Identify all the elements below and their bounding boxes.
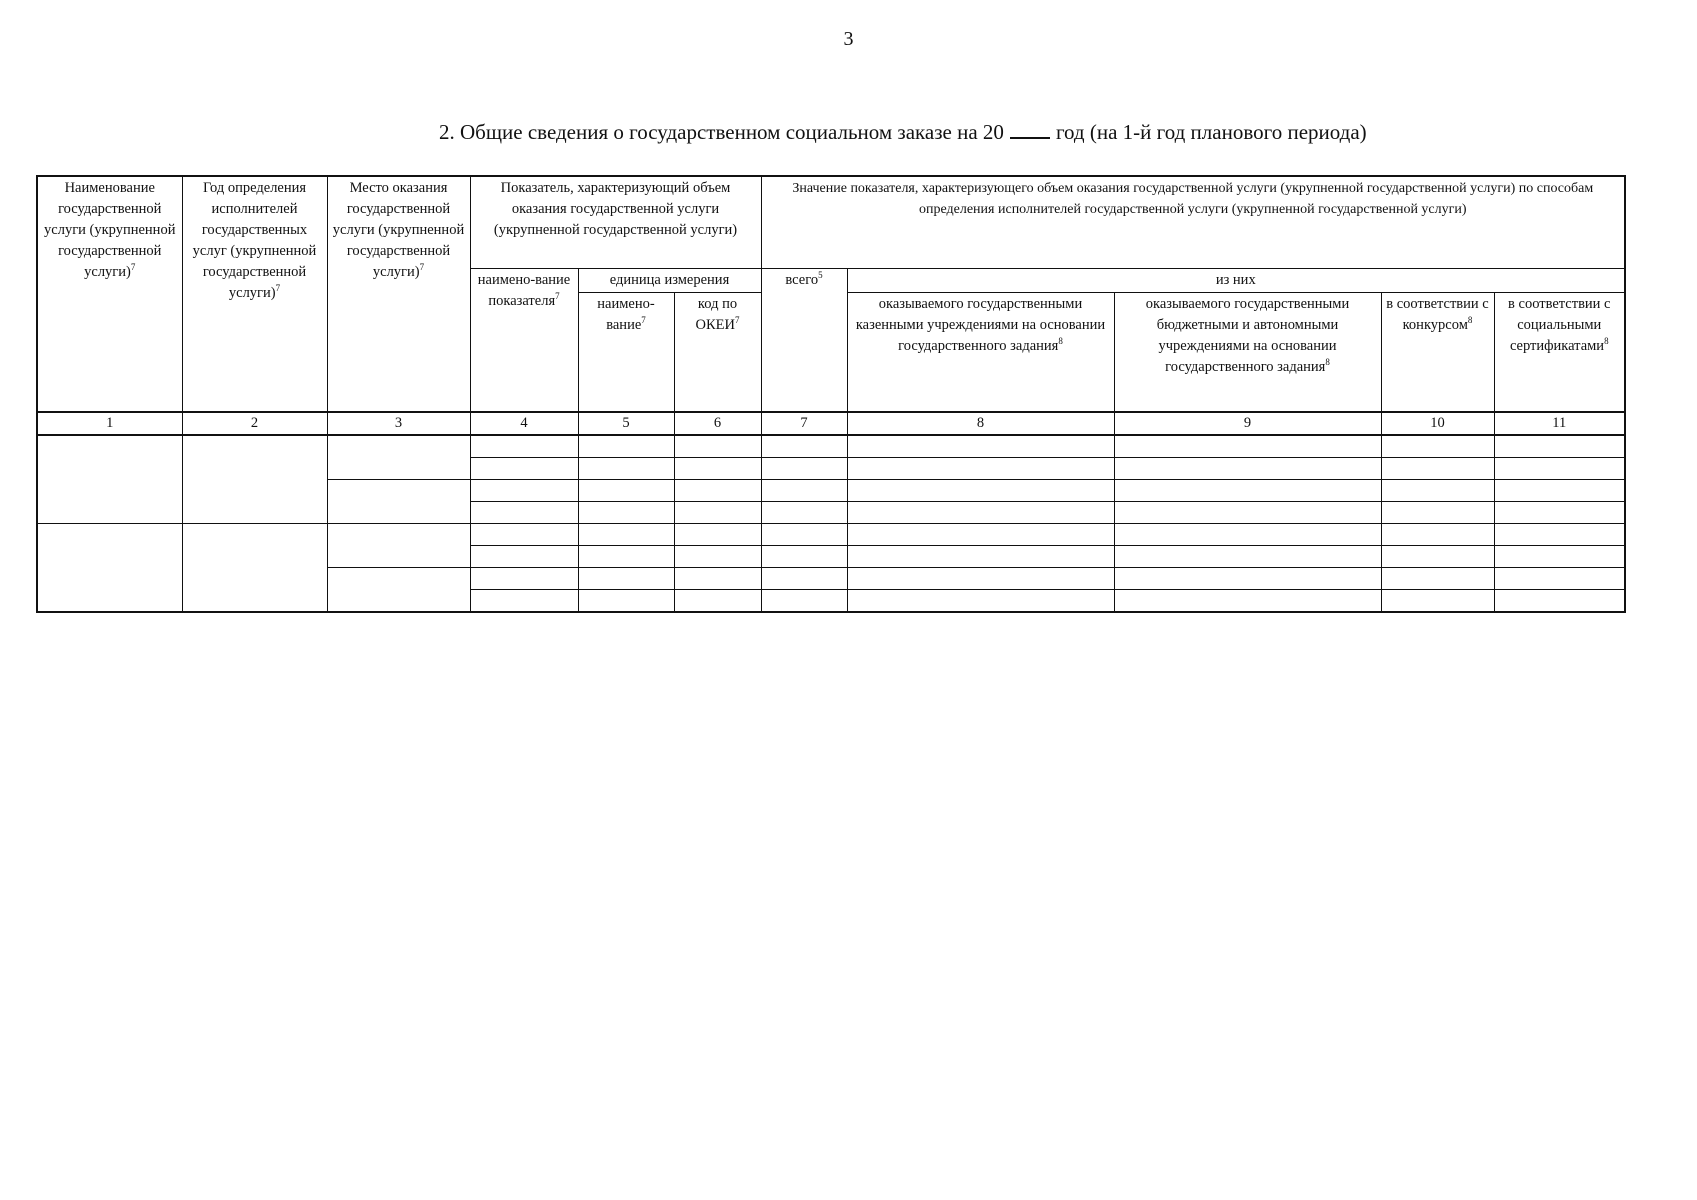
data-cell[interactable] — [847, 458, 1114, 480]
data-cell[interactable] — [37, 435, 182, 524]
heading-prefix: 2. Общие сведения о государственном социальном заказе на 20 — [439, 120, 1004, 144]
header-unit-code: код по ОКЕИ$^7$ — [674, 292, 761, 412]
data-cell[interactable] — [1494, 458, 1625, 480]
data-cell[interactable] — [1381, 524, 1494, 546]
data-cell[interactable] — [847, 568, 1114, 590]
data-cell[interactable] — [1494, 502, 1625, 524]
data-cell[interactable] — [1494, 590, 1625, 613]
data-cell[interactable] — [1114, 458, 1381, 480]
data-cell[interactable] — [674, 546, 761, 568]
data-cell[interactable] — [847, 502, 1114, 524]
data-cell[interactable] — [1381, 480, 1494, 502]
header-of-them: из них — [847, 268, 1625, 292]
data-cell[interactable] — [578, 568, 674, 590]
data-cell[interactable] — [470, 590, 578, 613]
header-state-treasury: оказываемого государственными казенными учреждениями на основании государственного задания$^8$ — [847, 292, 1114, 412]
column-number: 9 — [1114, 412, 1381, 435]
data-cell[interactable] — [470, 480, 578, 502]
column-number: 4 — [470, 412, 578, 435]
data-cell[interactable] — [1114, 480, 1381, 502]
header-value-group: Значение показателя, характеризующего объем оказания государственной услуги (укрупненной государственной услуги) по способам определения исполнителей государственной услуги (укрупненной государственной услуги) — [761, 176, 1625, 268]
data-cell[interactable] — [1114, 590, 1381, 613]
data-cell[interactable] — [327, 480, 470, 524]
data-cell[interactable] — [578, 524, 674, 546]
data-cell[interactable] — [1381, 435, 1494, 458]
data-cell[interactable] — [761, 524, 847, 546]
social-order-table — [36, 175, 1626, 613]
data-cell[interactable] — [470, 435, 578, 458]
data-cell[interactable] — [761, 568, 847, 590]
header-budget-autonomous: оказываемого государственными бюджетными и автономными учреждениями на основании государственного задания$^8$ — [1114, 292, 1381, 412]
data-cell[interactable] — [470, 568, 578, 590]
data-cell[interactable] — [1114, 502, 1381, 524]
column-number: 1 — [37, 412, 182, 435]
heading-suffix: год (на 1-й год планового периода) — [1055, 120, 1367, 144]
column-number: 6 — [674, 412, 761, 435]
column-number: 5 — [578, 412, 674, 435]
column-number: 10 — [1381, 412, 1494, 435]
data-cell[interactable] — [1381, 568, 1494, 590]
data-cell[interactable] — [1381, 546, 1494, 568]
data-cell[interactable] — [761, 546, 847, 568]
data-cell[interactable] — [1114, 524, 1381, 546]
data-cell[interactable] — [674, 524, 761, 546]
data-cell[interactable] — [761, 480, 847, 502]
data-cell[interactable] — [1494, 568, 1625, 590]
header-service-name: Наименование государственной услуги (укрупненной государственной услуги)$^7$ — [37, 176, 182, 412]
data-cell[interactable] — [674, 502, 761, 524]
header-indicator-group: Показатель, характеризующий объем оказания государственной услуги (укрупненной государственной услуги) — [470, 176, 761, 268]
data-cell[interactable] — [470, 502, 578, 524]
column-number: 3 — [327, 412, 470, 435]
header-unit-name: наимено-вание$^7$ — [578, 292, 674, 412]
data-cell[interactable] — [327, 435, 470, 480]
column-number: 11 — [1494, 412, 1625, 435]
header-indicator-name: наимено-вание показателя$^7$ — [470, 268, 578, 412]
data-cell[interactable] — [1381, 458, 1494, 480]
data-cell[interactable] — [1494, 546, 1625, 568]
data-cell[interactable] — [847, 435, 1114, 458]
data-cell[interactable] — [674, 480, 761, 502]
header-year-determination: Год определения исполнителей государственных услуг (укрупненной государственной услуги)$^7$ — [182, 176, 327, 412]
data-cell[interactable] — [182, 435, 327, 524]
data-cell[interactable] — [327, 524, 470, 568]
header-social-certificates: в соответствии с социальными сертификатами$^8$ — [1494, 292, 1625, 412]
page-number: 3 — [843, 28, 854, 50]
data-cell[interactable] — [761, 435, 847, 458]
data-cell[interactable] — [1494, 480, 1625, 502]
data-cell[interactable] — [578, 458, 674, 480]
header-unit-group: единица измерения — [578, 268, 761, 292]
header-total: всего$^5$ — [761, 268, 847, 412]
column-number: 7 — [761, 412, 847, 435]
year-blank-field[interactable] — [1010, 121, 1050, 139]
data-cell[interactable] — [182, 524, 327, 613]
data-cell[interactable] — [1114, 568, 1381, 590]
data-cell[interactable] — [674, 458, 761, 480]
data-cell[interactable] — [578, 435, 674, 458]
data-cell[interactable] — [1114, 435, 1381, 458]
data-cell[interactable] — [470, 458, 578, 480]
data-cell[interactable] — [674, 568, 761, 590]
data-cell[interactable] — [578, 502, 674, 524]
data-cell[interactable] — [674, 590, 761, 613]
data-cell[interactable] — [1494, 435, 1625, 458]
data-cell[interactable] — [847, 480, 1114, 502]
data-cell[interactable] — [470, 546, 578, 568]
data-cell[interactable] — [578, 546, 674, 568]
section-heading — [439, 120, 1367, 145]
data-cell[interactable] — [1381, 590, 1494, 613]
data-cell[interactable] — [1494, 524, 1625, 546]
data-cell[interactable] — [847, 590, 1114, 613]
data-cell[interactable] — [327, 568, 470, 613]
data-cell[interactable] — [578, 590, 674, 613]
header-competition: в соответствии с конкурсом$^8$ — [1381, 292, 1494, 412]
data-cell[interactable] — [761, 590, 847, 613]
data-cell[interactable] — [37, 524, 182, 613]
data-cell[interactable] — [1381, 502, 1494, 524]
column-number: 2 — [182, 412, 327, 435]
header-service-place: Место оказания государственной услуги (укрупненной государственной услуги)$^7$ — [327, 176, 470, 412]
data-cell[interactable] — [761, 458, 847, 480]
column-number: 8 — [847, 412, 1114, 435]
data-cell[interactable] — [674, 435, 761, 458]
data-cell[interactable] — [847, 524, 1114, 546]
data-cell[interactable] — [761, 502, 847, 524]
data-cell[interactable] — [1114, 546, 1381, 568]
data-cell[interactable] — [470, 524, 578, 546]
data-cell[interactable] — [578, 480, 674, 502]
data-cell[interactable] — [847, 546, 1114, 568]
